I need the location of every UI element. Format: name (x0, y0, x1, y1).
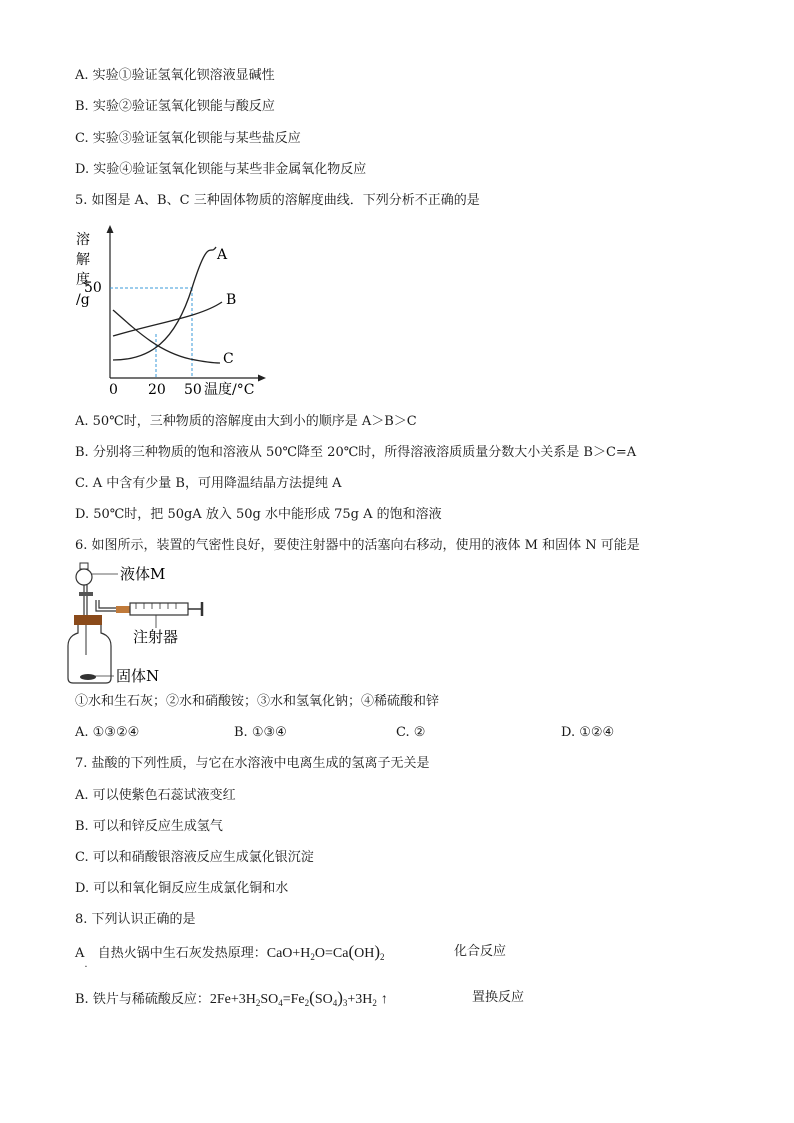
x-tick-20: 20 (148, 382, 166, 397)
q8-a-type: 化合反应 (454, 944, 507, 959)
apparatus-figure (66, 560, 226, 688)
solid-n-label: 固体N (116, 667, 160, 685)
ylabel-char: /g (76, 292, 90, 308)
q5-option-b: B. 分别将三种物质的饱和溶液从 50℃降至 20℃时，所得溶液溶质质量分数大小关系是 B＞C=A (75, 445, 637, 460)
q7-stem: 7. 盐酸的下列性质，与它在水溶液中电离生成的氢离子无关是 (75, 756, 430, 771)
q8-option-a: $A_.$ 自热火锅中生石灰发热原理：$CaO+H_2O=Ca(OH)_2$ (75, 942, 385, 970)
curve-c (113, 310, 220, 363)
q5-stem: 5. 如图是 A、B、C 三种固体物质的溶解度曲线．下列分析不正确的是 (75, 193, 480, 208)
syringe-label: 注射器 (133, 628, 179, 646)
curve-a-label: A (217, 247, 228, 263)
y-tick-50: 50 (84, 280, 102, 296)
funnel-stopper (80, 563, 88, 569)
x-tick-0: 0 (109, 382, 118, 397)
y-axis-arrow (107, 225, 114, 233)
liquid-m-label: 液体M (120, 565, 166, 583)
q7-option-b: B. 可以和锌反应生成氢气 (75, 819, 223, 834)
x-tick-50: 50 (184, 382, 202, 397)
curve-b (113, 302, 222, 336)
syringe-barrel (130, 603, 188, 615)
solid-n (80, 674, 96, 680)
q4-option-b: B. 实验②验证氢氧化钡能与酸反应 (75, 99, 275, 114)
q4-option-a: A. 实验①验证氢氧化钡溶液显碱性 (75, 68, 275, 83)
q8-a-letter: A (75, 946, 85, 961)
rubber-connector (116, 606, 130, 613)
q5-option-c: C. A 中含有少量 B，可用降温结晶方法提纯 A (75, 476, 342, 491)
curve-c-label: C (223, 351, 234, 367)
x-axis-label: 温度/°C (204, 382, 255, 397)
q7-option-d: D. 可以和氧化铜反应生成氯化铜和水 (75, 881, 289, 896)
q8-option-b (75, 990, 388, 1008)
q6-pairs: ①水和生石灰；②水和硝酸铵；③水和氢氧化钠；④稀硫酸和锌 (75, 694, 440, 709)
q6-choice-a: A. ①③②④ (75, 725, 140, 740)
solubility-chart (70, 222, 280, 397)
curve-a (113, 247, 216, 360)
ylabel-char: 解 (76, 252, 90, 268)
q8-stem: 8. 下列认识正确的是 (75, 912, 196, 927)
curve-b-label: B (226, 292, 237, 308)
q6-stem: 6. 如图所示，装置的气密性良好，要使注射器中的活塞向右移动，使用的液体 M 和固体 N 可能是 (75, 538, 640, 553)
q8-b-type: 置换反应 (472, 990, 525, 1005)
ylabel-char: 度 (76, 272, 90, 288)
q4-option-c: C. 实验③验证氢氧化钡能与某些盐反应 (75, 131, 301, 146)
funnel-stopcock (79, 592, 93, 596)
q5-option-d: D. 50℃时，把 50gA 放入 50g 水中能形成 75g A 的饱和溶液 (75, 507, 442, 522)
bottle-stopper (74, 615, 102, 625)
q8-a-text: 自热火锅中生石灰发热原理： (97, 946, 267, 961)
ylabel-char: 溶 (76, 232, 90, 248)
q8-b-text: B. 铁片与稀硫酸反应： (75, 992, 210, 1007)
q7-option-c: C. 可以和硝酸银溶液反应生成氯化银沉淀 (75, 850, 314, 865)
funnel-bulb (76, 569, 92, 585)
q5-option-a: A. 50℃时，三种物质的溶解度由大到小的顺序是 A＞B＞C (75, 414, 417, 429)
q4-option-d: D. 实验④验证氢氧化钡能与某些非金属氧化物反应 (75, 162, 367, 177)
q6-choice-c: C. ② (396, 725, 426, 740)
q6-choice-d: D. ①②④ (561, 725, 615, 740)
q8-b-equation: $2Fe+3H_2SO_4=Fe_2(SO_4)_3+3H_2$ ↑ (209, 988, 388, 1008)
q7-option-a: A. 可以使紫色石蕊试液变红 (75, 788, 236, 803)
q8-a-equation: $CaO+H_2O=Ca(OH)_2$ (266, 942, 385, 962)
x-axis-arrow (258, 375, 266, 382)
q6-choice-b: B. ①③④ (234, 725, 287, 740)
